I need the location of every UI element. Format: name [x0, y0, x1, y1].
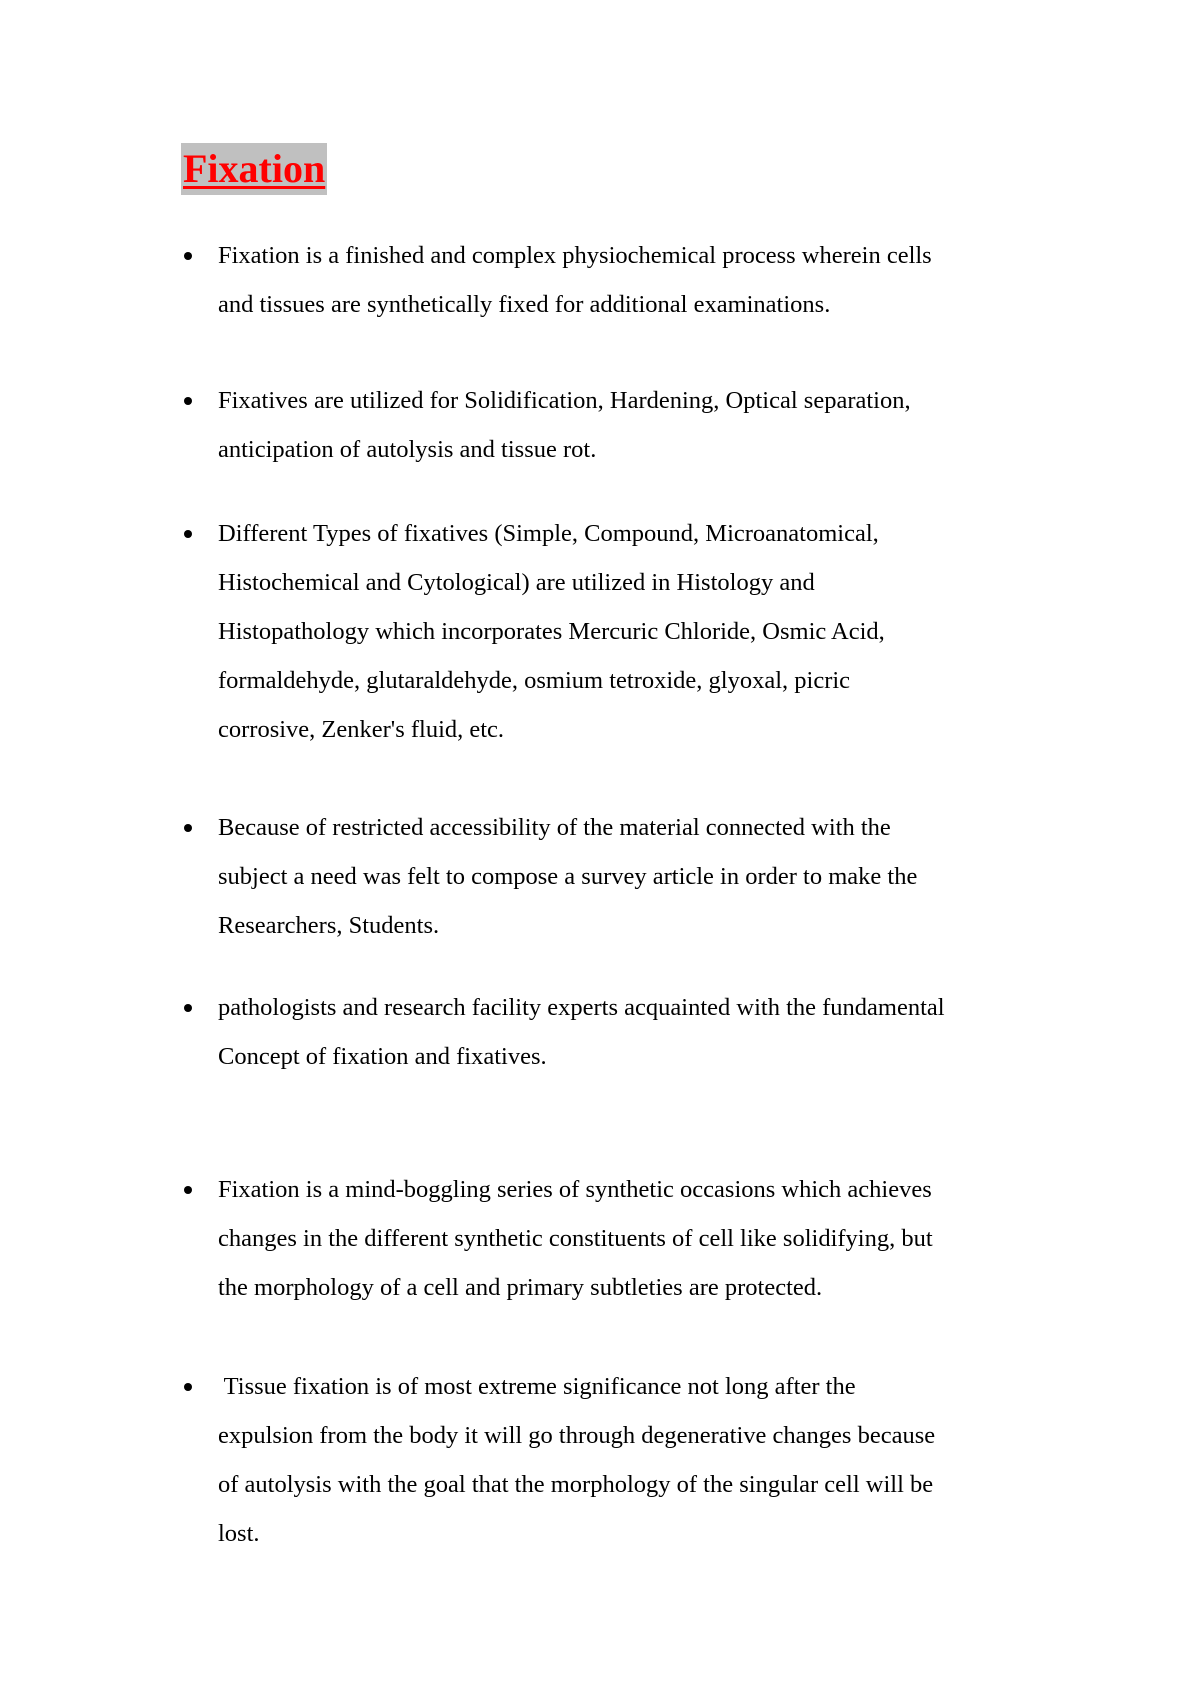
bullet-text-line: formaldehyde, glutaraldehyde, osmium tetroxide, glyoxal, picric: [218, 667, 851, 694]
bullet-icon: [184, 530, 192, 538]
bullet-icon: [184, 1004, 192, 1012]
bullet-text-line: Researchers, Students.: [218, 912, 440, 939]
bullet-text-line: Different Types of fixatives (Simple, Compound, Microanatomical,: [218, 520, 879, 547]
bullet-icon: [184, 1383, 192, 1391]
bullet-text-line: corrosive, Zenker's fluid, etc.: [218, 716, 505, 743]
bullet-text-line: Concept of fixation and fixatives.: [218, 1043, 547, 1070]
bullet-text-line: pathologists and research facility experts acquainted with the fundamental: [218, 994, 945, 1021]
bullet-text-line: changes in the different synthetic constituents of cell like solidifying, but: [218, 1225, 933, 1252]
bullet-icon: [184, 252, 192, 260]
page-title: Fixation: [181, 143, 327, 195]
bullet-text-line: Fixatives are utilized for Solidification, Hardening, Optical separation,: [218, 387, 911, 414]
bullet-text-line: the morphology of a cell and primary subtleties are protected.: [218, 1274, 823, 1301]
bullet-icon: [184, 397, 192, 405]
bullet-text-line: Fixation is a finished and complex physiochemical process wherein cells: [218, 242, 932, 269]
bullet-text-line: expulsion from the body it will go through degenerative changes because: [218, 1422, 936, 1449]
bullet-text-line: subject a need was felt to compose a survey article in order to make the: [218, 863, 918, 890]
bullet-text-line: Histopathology which incorporates Mercuric Chloride, Osmic Acid,: [218, 618, 885, 645]
bullet-text-line: anticipation of autolysis and tissue rot.: [218, 436, 597, 463]
bullet-text-line: and tissues are synthetically fixed for additional examinations.: [218, 291, 831, 318]
bullet-text-line: Fixation is a mind-boggling series of synthetic occasions which achieves: [218, 1176, 932, 1203]
bullet-text-line: of autolysis with the goal that the morphology of the singular cell will be: [218, 1471, 934, 1498]
bullet-text-line: Tissue fixation is of most extreme significance not long after the: [218, 1373, 856, 1400]
bullet-text-line: Histochemical and Cytological) are utilized in Histology and: [218, 569, 815, 596]
bullet-icon: [184, 1186, 192, 1194]
bullet-text-line: Because of restricted accessibility of the material connected with the: [218, 814, 891, 841]
bullet-icon: [184, 824, 192, 832]
bullet-text-line: lost.: [218, 1520, 260, 1547]
